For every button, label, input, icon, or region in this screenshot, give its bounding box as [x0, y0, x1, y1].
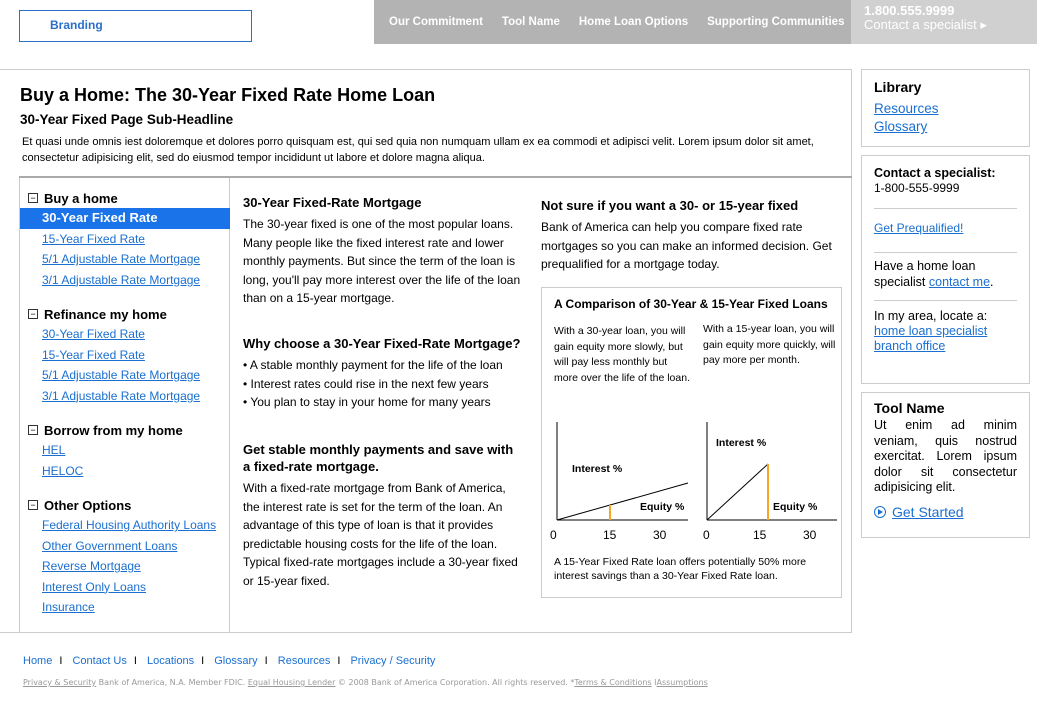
nav-group-title: Borrow from my home [44, 422, 183, 438]
footer-separator: I [133, 655, 137, 667]
get-started-cta[interactable] [874, 504, 1017, 520]
nav-group-title: Buy a home [44, 190, 118, 206]
comparison-title: A Comparison of 30-Year & 15-Year Fixed Loans [554, 297, 828, 311]
right-chart-interest-line [707, 464, 768, 520]
footer-separator: I [201, 655, 205, 667]
nav-group-header[interactable] [20, 304, 230, 324]
header-phone: 1.800.555.9999 [864, 3, 955, 18]
left-nav [19, 178, 230, 633]
left-chart-tick-15: 15 [603, 528, 617, 542]
nav-item-30yr-active[interactable]: 30-Year Fixed Rate [20, 208, 230, 229]
right-chart-tick-0: 0 [703, 528, 710, 542]
section-not-sure [541, 197, 841, 274]
footer-resources-link[interactable]: Resources [277, 655, 331, 667]
section-30yr [243, 194, 523, 308]
section-title: 30-Year Fixed-Rate Mortgage [243, 195, 422, 210]
nav-group-header[interactable] [20, 420, 230, 440]
section-title: Get stable monthly payments and save with a fixed-rate mortgage. [243, 442, 514, 474]
nav-our-commitment[interactable]: Our Commitment [389, 16, 483, 28]
section-body: Bank of America can help you compare fixed rate mortgages so you can make an informed decision. Get prequalified for a mortgage today. [541, 220, 832, 271]
nav-item-insurance[interactable]: Insurance [42, 600, 95, 614]
footer-glossary-link[interactable]: Glossary [214, 655, 258, 667]
section-title: Why choose a 30-Year Fixed-Rate Mortgage? [243, 336, 521, 351]
resources-link[interactable]: Resources [874, 101, 939, 116]
nav-group-refinance [20, 304, 230, 406]
collapse-icon[interactable]: − [28, 425, 38, 435]
legal-text: I [651, 678, 657, 687]
footer-separator: I [59, 655, 63, 667]
left-chart-equity-label: Equity % [640, 501, 685, 513]
contact-box [861, 155, 1030, 384]
footer-links [23, 655, 435, 667]
specialist-text [862, 253, 1029, 290]
get-started-link[interactable]: Get Started [892, 503, 964, 520]
nav-item-refi-30yr[interactable]: 30-Year Fixed Rate [42, 327, 145, 341]
section-title: Not sure if you want a 30- or 15-year fixed [541, 198, 799, 213]
nav-item-hel[interactable]: HEL [42, 443, 66, 457]
contact-phone: 1-800-555-9999 [874, 181, 960, 195]
comparison-box [541, 287, 842, 598]
footer-locations-link[interactable]: Locations [147, 655, 195, 667]
bullet-item: • You plan to stay in your home for many years [243, 395, 491, 409]
glossary-link[interactable]: Glossary [874, 119, 928, 134]
nav-item-5-1-arm[interactable]: 5/1 Adjustable Rate Mortgage [42, 252, 201, 266]
right-chart-interest-label: Interest % [716, 437, 767, 449]
right-chart-tick-15: 15 [753, 528, 767, 542]
nav-home-loan-options[interactable]: Home Loan Options [578, 16, 689, 28]
left-chart-tick-30: 30 [653, 528, 667, 542]
locate-block [862, 301, 1029, 354]
nav-item-gov-loans[interactable]: Other Government Loans [42, 538, 178, 553]
collapse-icon[interactable]: − [28, 500, 38, 510]
footer-privacy-link[interactable]: Privacy / Security [350, 655, 436, 667]
nav-group-title: Other Options [44, 497, 132, 513]
comparison-left-desc: With a 30-year loan, you will gain equity more slowly, but will pay less monthly but more over the life of the loan. [554, 325, 690, 384]
nav-group-other [20, 495, 230, 618]
page-subheadline: 30-Year Fixed Page Sub-Headline [20, 112, 234, 127]
legal-privacy-link[interactable]: Privacy & Security [23, 678, 97, 687]
legal-assumptions-link[interactable]: Assumptions [656, 678, 708, 687]
comparison-charts [542, 412, 841, 552]
play-circle-icon[interactable] [874, 506, 886, 518]
tool-box [861, 392, 1030, 538]
bullet-item: • Interest rates could rise in the next few years [243, 376, 489, 391]
nav-supporting-communities[interactable]: Supporting Communities [707, 16, 845, 28]
intro-text: Et quasi unde omnis iest doloremque et dolores porro quisquam est, qui sed quia non numquam ullam ex ea commodi et adipisci velit. Lorem ipsum dolor sit amet, consectetur adipisicing elit, sed do eiusmod tempor incididunt ut labore et dolore magna aliqua. [22, 136, 814, 164]
contact-me-link[interactable]: contact me [928, 274, 991, 289]
branch-office-link[interactable]: home loan specialist branch office [874, 324, 988, 353]
specialist-label: Have a home loan specialist [874, 259, 976, 289]
footer-legal [23, 678, 708, 687]
locate-label: In my area, locate a: [874, 309, 988, 323]
library-box [861, 69, 1030, 147]
legal-text: © 2008 Bank of America Corporation. All rights reserved. * [335, 678, 575, 687]
footer-home-link[interactable]: Home [23, 655, 53, 667]
comparison-footnote: A 15-Year Fixed Rate loan offers potentially 50% more interest savings than a 30-Year Fixed Rate loan. [554, 556, 807, 582]
nav-item-15yr[interactable]: 15-Year Fixed Rate [42, 231, 145, 246]
tool-title: Tool Name [874, 400, 945, 416]
nav-item-fha[interactable]: Federal Housing Authority Loans [42, 518, 217, 532]
nav-group-header[interactable] [20, 495, 230, 515]
nav-item-refi-3-1-arm[interactable]: 3/1 Adjustable Rate Mortgage [42, 388, 201, 403]
legal-ehl-link[interactable]: Equal Housing Lender [247, 678, 336, 687]
nav-item-3-1-arm[interactable]: 3/1 Adjustable Rate Mortgage [42, 272, 201, 287]
branding-logo[interactable]: Branding [19, 10, 252, 42]
nav-item-reverse[interactable]: Reverse Mortgage [42, 559, 141, 573]
header-contact[interactable] [851, 0, 1037, 44]
tool-body: Ut enim ad minim veniam, quis nostrud exercitat. Lorem ipsum dolor sit consectetur adipisicing elit. [874, 418, 1017, 494]
left-chart-tick-0: 0 [550, 528, 557, 542]
nav-group-buy [20, 188, 230, 290]
nav-tool-name[interactable]: Tool Name [501, 16, 560, 28]
page-title: Buy a Home: The 30-Year Fixed Rate Home Loan [20, 85, 436, 105]
section-stable [243, 441, 523, 590]
section-body: The 30-year fixed is one of the most popular loans. Many people like the fixed interest rate and lower monthly payments. But since the term of the loan is long, you'll pay more interest over the life of the loan than on a 15-year mortgage. [243, 217, 521, 305]
nav-group-header[interactable] [20, 188, 230, 208]
top-nav [374, 0, 851, 44]
footer-contact-link[interactable]: Contact Us [72, 655, 127, 667]
legal-terms-link[interactable]: Terms & Conditions [574, 678, 652, 687]
footer-separator: I [264, 655, 268, 667]
nav-group-borrow [20, 420, 230, 481]
section-body: With a fixed-rate mortgage from Bank of America, the interest rate is set for the term of the loan. An advantage of this type of loan is that it provides predictable housing costs for the life of the loan. Typical fixed-rate mortgages include a 30-year fixed or 15-year fixed. [243, 481, 518, 588]
contact-specialist-link[interactable]: Contact a specialist ▸ [864, 17, 987, 32]
get-prequalified-link[interactable]: Get Prequalified! [874, 221, 964, 235]
bullet-item: • A stable monthly payment for the life of the loan [243, 358, 503, 372]
left-chart-interest-label: Interest % [572, 463, 623, 475]
nav-item-refi-5-1-arm[interactable]: 5/1 Adjustable Rate Mortgage [42, 368, 201, 382]
comparison-right-desc: With a 15-year loan, you will gain equity more quickly, will pay more per month. [703, 323, 836, 366]
right-chart-tick-30: 30 [803, 528, 817, 542]
collapse-icon[interactable]: − [28, 309, 38, 319]
nav-item-heloc[interactable]: HELOC [42, 463, 84, 478]
right-chart-equity-label: Equity % [773, 501, 818, 513]
section-why [243, 335, 523, 412]
collapse-icon[interactable]: − [28, 193, 38, 203]
footer-separator: I [337, 655, 341, 667]
library-title: Library [874, 79, 922, 95]
nav-group-title: Refinance my home [44, 306, 167, 322]
specialist-end: . [990, 274, 994, 289]
nav-item-refi-15yr[interactable]: 15-Year Fixed Rate [42, 347, 145, 362]
legal-text: Bank of America, N.A. Member FDIC. [96, 678, 248, 687]
contact-title: Contact a specialist: [874, 166, 996, 180]
nav-item-interest-only[interactable]: Interest Only Loans [42, 579, 147, 594]
